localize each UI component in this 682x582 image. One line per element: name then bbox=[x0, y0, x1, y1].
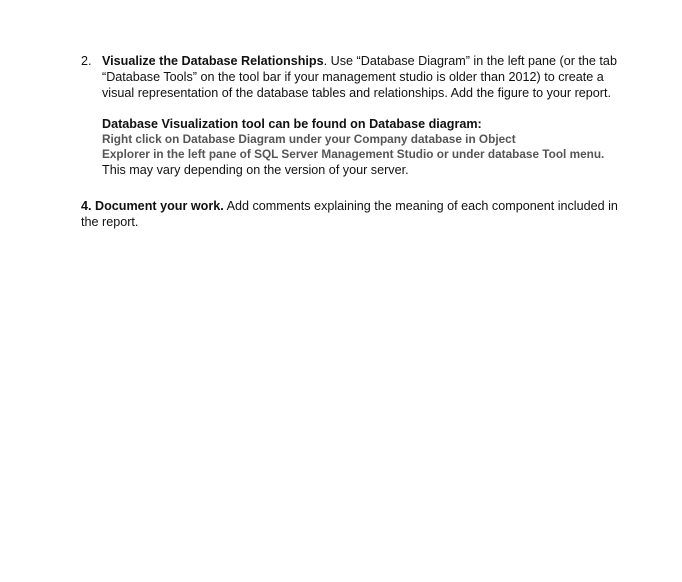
paragraph-line-3: visual representation of the database tables and relationships. Add the figure to your report. bbox=[102, 86, 611, 100]
paragraph-line-2: the report. bbox=[81, 215, 139, 229]
paragraph-text: . Use “Database Diagram” in the left pane (or the tab bbox=[323, 54, 617, 68]
instruction-line-2: Explorer in the left pane of SQL Server Management Studio or under database Tool menu. bbox=[102, 147, 605, 161]
paragraph-line-2: “Database Tools” on the tool bar if your management studio is older than 2012) to create a bbox=[102, 70, 604, 84]
list-item-2 bbox=[81, 53, 651, 178]
paragraph-line-1 bbox=[81, 198, 641, 214]
paragraph-text: Add comments explaining the meaning of each component included in bbox=[223, 199, 618, 213]
list-item-content bbox=[102, 53, 651, 178]
paragraph-line-1 bbox=[102, 53, 651, 69]
item-title: Visualize the Database Relationships bbox=[102, 54, 324, 68]
note-heading: Database Visualization tool can be found on Database diagram: bbox=[102, 117, 482, 131]
instruction-line-1: Right click on Database Diagram under your Company database in Object bbox=[102, 132, 516, 146]
item-title: 4. Document your work. bbox=[81, 199, 224, 213]
list-item-4 bbox=[81, 198, 641, 230]
list-number: 2. bbox=[81, 54, 92, 68]
visualization-note-block bbox=[102, 116, 651, 178]
version-note: This may vary depending on the version of your server. bbox=[102, 163, 409, 177]
